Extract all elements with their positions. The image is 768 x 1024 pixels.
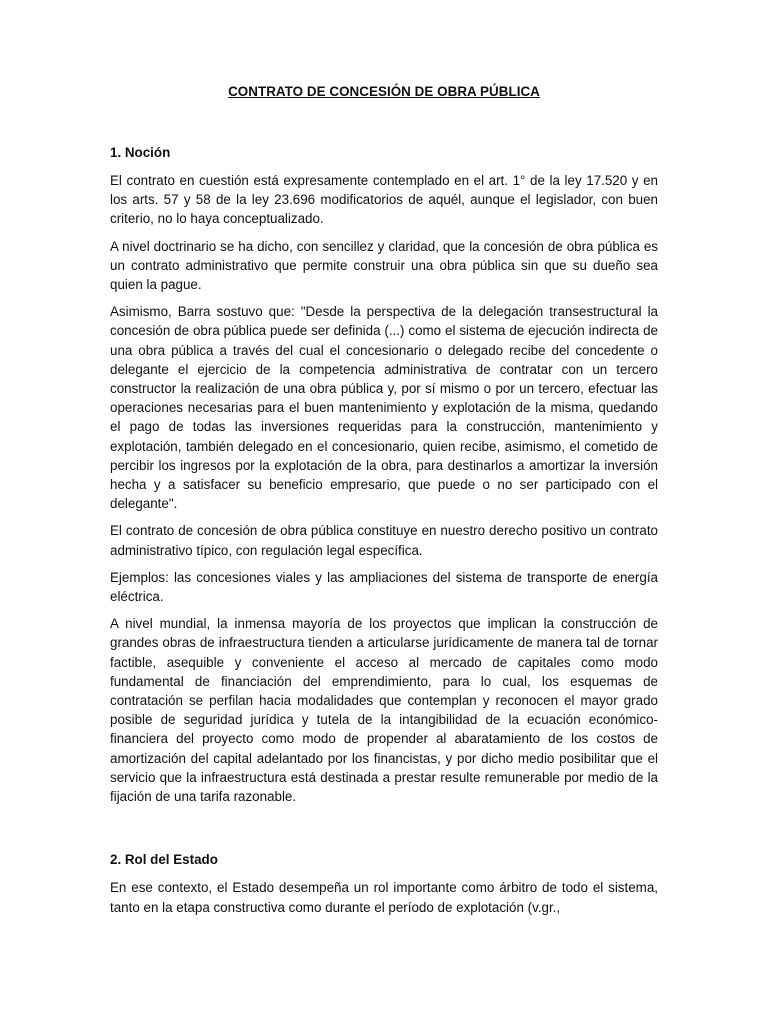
paragraph: Ejemplos: las concesiones viales y las ampliaciones del sistema de transporte de energía eléctrica. <box>110 569 658 605</box>
paragraph: El contrato en cuestión está expresamente contemplado en el art. 1° de la ley 17.520 y en los arts. 57 y 58 de la ley 23.696 modificatorios de aquél, aunque el legislador, con buen criterio, no lo haya conceptualizado. <box>110 173 658 227</box>
section-spacer <box>110 814 658 850</box>
paragraph: Asimismo, Barra sostuvo que: "Desde la perspectiva de la delegación transestructural la concesión de obra pública puede ser definida (...) como el sistema de ejecución indirecta de una obra pública a través del cual el concesionario o delegado recibe del concedente o delegante el ejercicio de la competencia administrativa de contratar con un tercero constructor la realización de una obra pública y, por sí mismo o por un tercero, efectuar las operaciones necesarias para el buen mantenimiento y explotación de la misma, quedando el pago de todas las inversiones requeridas para la construcción, mantenimiento y explotación, también delegado en el concesionario, quien recibe, asimismo, el cometido de percibir los ingresos por la explotación de la obra, para destinarlos a amortizar la inversión hecha y a satisfacer su beneficio empresario, que puede o no ser participado con el delegante". <box>110 304 658 512</box>
section-heading: 1. Noción <box>110 145 171 160</box>
document-title: CONTRATO DE CONCESIÓN DE OBRA PÚBLICA <box>228 84 540 99</box>
paragraph: A nivel mundial, la inmensa mayoría de los proyectos que implican la construcción de grandes obras de infraestructura tienden a articularse jurídicamente de manera tal de tornar factible, asequible y conveniente el acceso al mercado de capitales como modo fundamental de financiación del emprendimiento, para lo cual, los esquemas de contratación se perfilan hacia modalidades que contemplan y reconocen el mayor grado posible de seguridad jurídica y tutela de la intangibilidad de la ecuación económico-financiera del proyecto como modo de propender al abaratamiento de los costos de amortización del capital adelantado por los financistas, y por dicho medio posibilitar que el servicio que la infraestructura está destinada a prestar resulte remunerable por medio de la fijación de una tarifa razonable. <box>110 616 658 805</box>
section-heading: 2. Rol del Estado <box>110 852 218 868</box>
paragraph: A nivel doctrinario se ha dicho, con sencillez y claridad, que la concesión de obra pública es un contrato administrativo que permite construir una obra pública sin que su dueño sea quien la pague. <box>110 238 658 293</box>
paragraph: En ese contexto, el Estado desempeña un rol importante como árbitro de todo el sistema, tanto en la etapa constructiva como durante el período de explotación (v.gr., <box>110 880 658 915</box>
document-body <box>110 84 658 925</box>
section-nocion <box>110 143 658 806</box>
paragraph: El contrato de concesión de obra pública constituye en nuestro derecho positivo un contrato administrativo típico, con regulación legal específica. <box>110 523 658 558</box>
section-rol-del-estado <box>110 850 658 916</box>
